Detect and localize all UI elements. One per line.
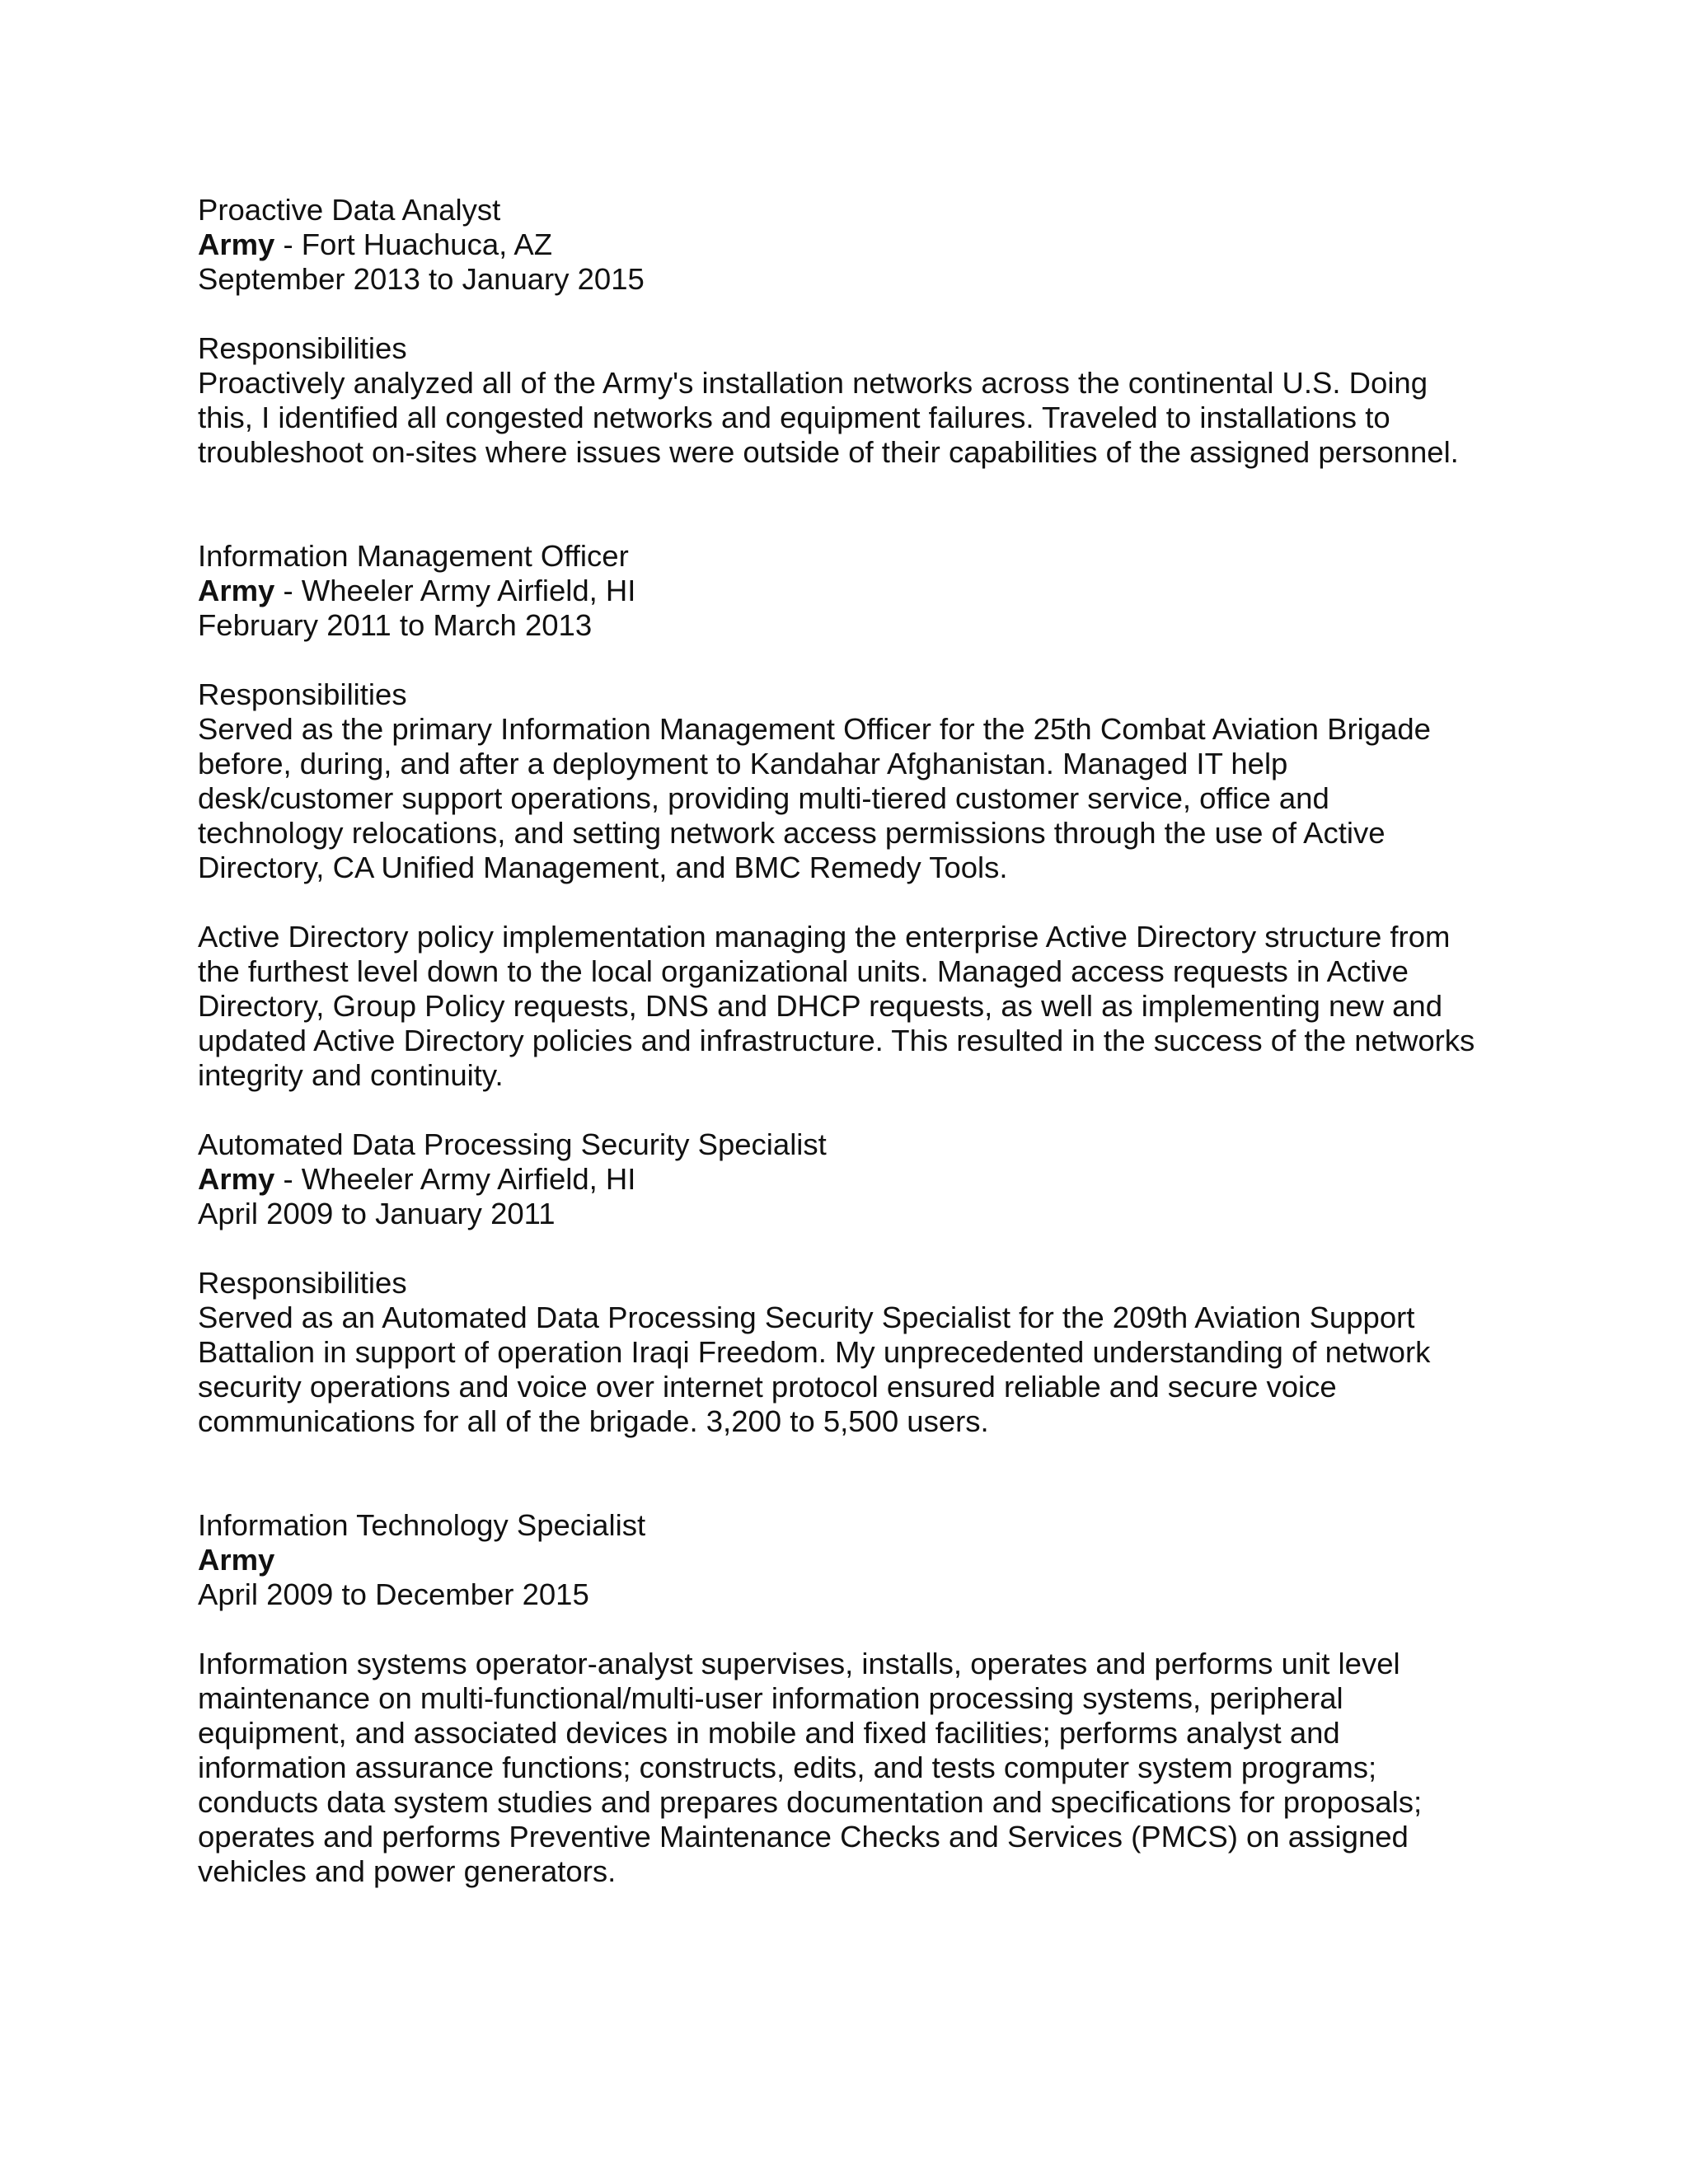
job-employer: Army [198,1543,275,1577]
job-employer: Army [198,574,275,607]
job-dates: April 2009 to December 2015 [198,1577,589,1611]
description-line: troubleshoot on-sites where issues were outside of their capabilities of the assigned personnel. [198,435,1459,469]
description-line: technology relocations, and setting network access permissions through the use of Active [198,816,1386,850]
job-title: Information Technology Specialist [198,1508,646,1542]
job-dates: April 2009 to January 2011 [198,1197,556,1230]
job-employer-line [198,574,1517,608]
job-description [198,712,1517,885]
resume-page [198,193,1517,1889]
description-line: maintenance on multi-functional/multi-user information processing systems, peripheral [198,1681,1343,1715]
description-line: desk/customer support operations, providing multi-tiered customer service, office and [198,781,1329,815]
description-line: Served as the primary Information Management Officer for the 25th Combat Aviation Brigade [198,712,1431,746]
description-line: Proactively analyzed all of the Army's installation networks across the continental U.S. Doing [198,366,1428,400]
job-title: Automated Data Processing Security Specialist [198,1127,827,1161]
job-description [198,366,1517,470]
job-section-heading: Responsibilities [198,677,407,711]
job-employer: Army [198,1162,275,1196]
job-description [198,920,1517,1093]
job-employer-line [198,227,1517,262]
description-line: Directory, CA Unified Management, and BMC Remedy Tools. [198,851,1008,884]
description-line: communications for all of the brigade. 3,200 to 5,500 users. [198,1404,989,1438]
description-line: integrity and continuity. [198,1058,504,1092]
job-title: Information Management Officer [198,539,629,573]
job-location: - Wheeler Army Airfield, HI [274,1162,636,1196]
job-title: Proactive Data Analyst [198,193,501,227]
job-employer-line [198,1543,1517,1577]
description-line: equipment, and associated devices in mobile and fixed facilities; performs analyst and [198,1716,1340,1750]
description-line: the furthest level down to the local organizational units. Managed access requests in Active [198,954,1409,988]
description-line: before, during, and after a deployment to Kandahar Afghanistan. Managed IT help [198,747,1288,780]
job-entry-information-technology-specialist [198,1508,1517,1889]
job-location: - Fort Huachuca, AZ [274,227,553,261]
description-line: Served as an Automated Data Processing Security Specialist for the 209th Aviation Support [198,1301,1415,1334]
description-line: information assurance functions; constructs, edits, and tests computer system programs; [198,1750,1377,1784]
description-line: Battalion in support of operation Iraqi Freedom. My unprecedented understanding of network [198,1335,1431,1369]
description-line: Active Directory policy implementation managing the enterprise Active Directory structure from [198,920,1451,954]
job-employer-line [198,1162,1517,1197]
description-line: this, I identified all congested networks and equipment failures. Traveled to installations to [198,401,1390,434]
job-location: - Wheeler Army Airfield, HI [274,574,636,607]
job-description [198,1301,1517,1439]
description-line: vehicles and power generators. [198,1854,617,1888]
description-line: Directory, Group Policy requests, DNS and DHCP requests, as well as implementing new and [198,989,1442,1023]
job-dates: September 2013 to January 2015 [198,262,645,296]
job-entry-adp-security-specialist [198,1127,1517,1439]
job-entry-proactive-data-analyst [198,193,1517,470]
job-dates: February 2011 to March 2013 [198,608,593,642]
job-section-heading: Responsibilities [198,1266,407,1300]
description-line: security operations and voice over internet protocol ensured reliable and secure voice [198,1370,1337,1404]
description-line: conducts data system studies and prepares documentation and specifications for proposals; [198,1785,1423,1819]
job-description [198,1647,1517,1889]
job-employer: Army [198,227,275,261]
description-line: operates and performs Preventive Maintenance Checks and Services (PMCS) on assigned [198,1820,1409,1854]
description-line: Information systems operator-analyst supervises, installs, operates and performs unit level [198,1647,1400,1680]
description-line: updated Active Directory policies and infrastructure. This resulted in the success of the networks [198,1024,1475,1057]
job-entry-information-management-officer [198,539,1517,1093]
job-section-heading: Responsibilities [198,331,407,365]
